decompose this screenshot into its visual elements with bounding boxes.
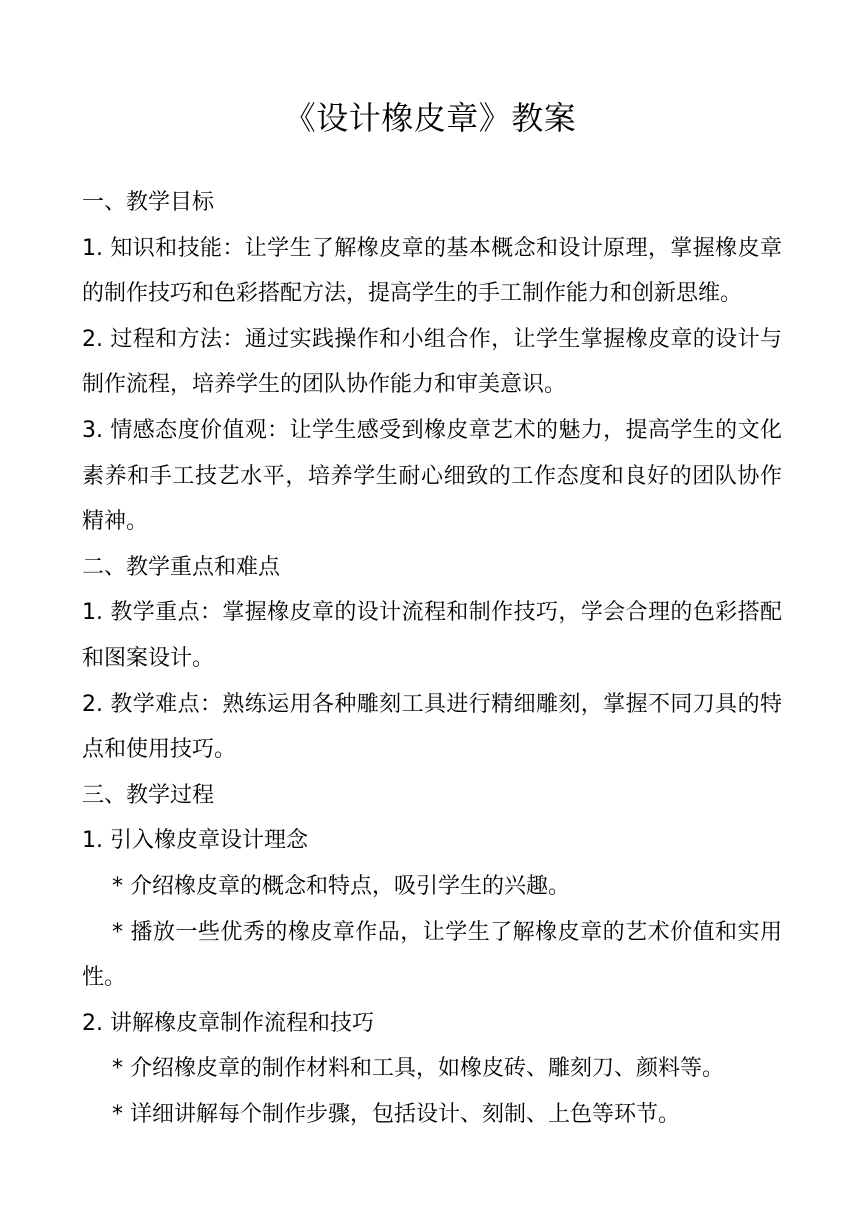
document-body	[82, 180, 782, 1137]
section-heading-objectives: 一、教学目标	[82, 190, 215, 215]
document-title: 《设计橡皮章》教案	[283, 99, 577, 137]
process-bullet-steps: * 详细讲解每个制作步骤，包括设计、刻制、上色等环节。	[112, 1101, 680, 1127]
process-step-introduce: 1. 引入橡皮章设计理念	[82, 828, 308, 854]
process-bullet-materials: * 介绍橡皮章的制作材料和工具，如橡皮砖、雕刻刀、颜料等。	[112, 1056, 724, 1082]
key-point-focus: 1. 教学重点：掌握橡皮章的设计流程和制作技巧，学会合理的色彩搭配和图案设计。	[82, 600, 782, 671]
section-heading-process: 三、教学过程	[82, 782, 215, 808]
objective-process-methods: 2. 过程和方法：通过实践操作和小组合作，让学生掌握橡皮章的设计与制作流程，培养学生的团队协作能力和审美意识。	[82, 326, 782, 398]
key-point-difficulty: 2. 教学难点：熟练运用各种雕刻工具进行精细雕刻，掌握不同刀具的特点和使用技巧。	[82, 691, 782, 763]
process-bullet-concept: * 介绍橡皮章的概念和特点，吸引学生的兴趣。	[112, 873, 570, 899]
objective-knowledge-skills: 1. 知识和技能：让学生了解橡皮章的基本概念和设计原理，掌握橡皮章的制作技巧和色彩搭配方法，提高学生的手工制作能力和创新思维。	[82, 235, 782, 307]
process-step-explain: 2. 讲解橡皮章制作流程和技巧	[82, 1010, 374, 1036]
section-heading-key-points: 二、教学重点和难点	[82, 554, 281, 580]
objective-emotion-values: 3. 情感态度价值观：让学生感受到橡皮章艺术的魅力，提高学生的文化素养和手工技艺水平，培养学生耐心细致的工作态度和良好的团队协作精神。	[82, 417, 782, 535]
process-bullet-showcase: * 播放一些优秀的橡皮章作品，让学生了解橡皮章的艺术价值和实用性。	[82, 919, 782, 991]
